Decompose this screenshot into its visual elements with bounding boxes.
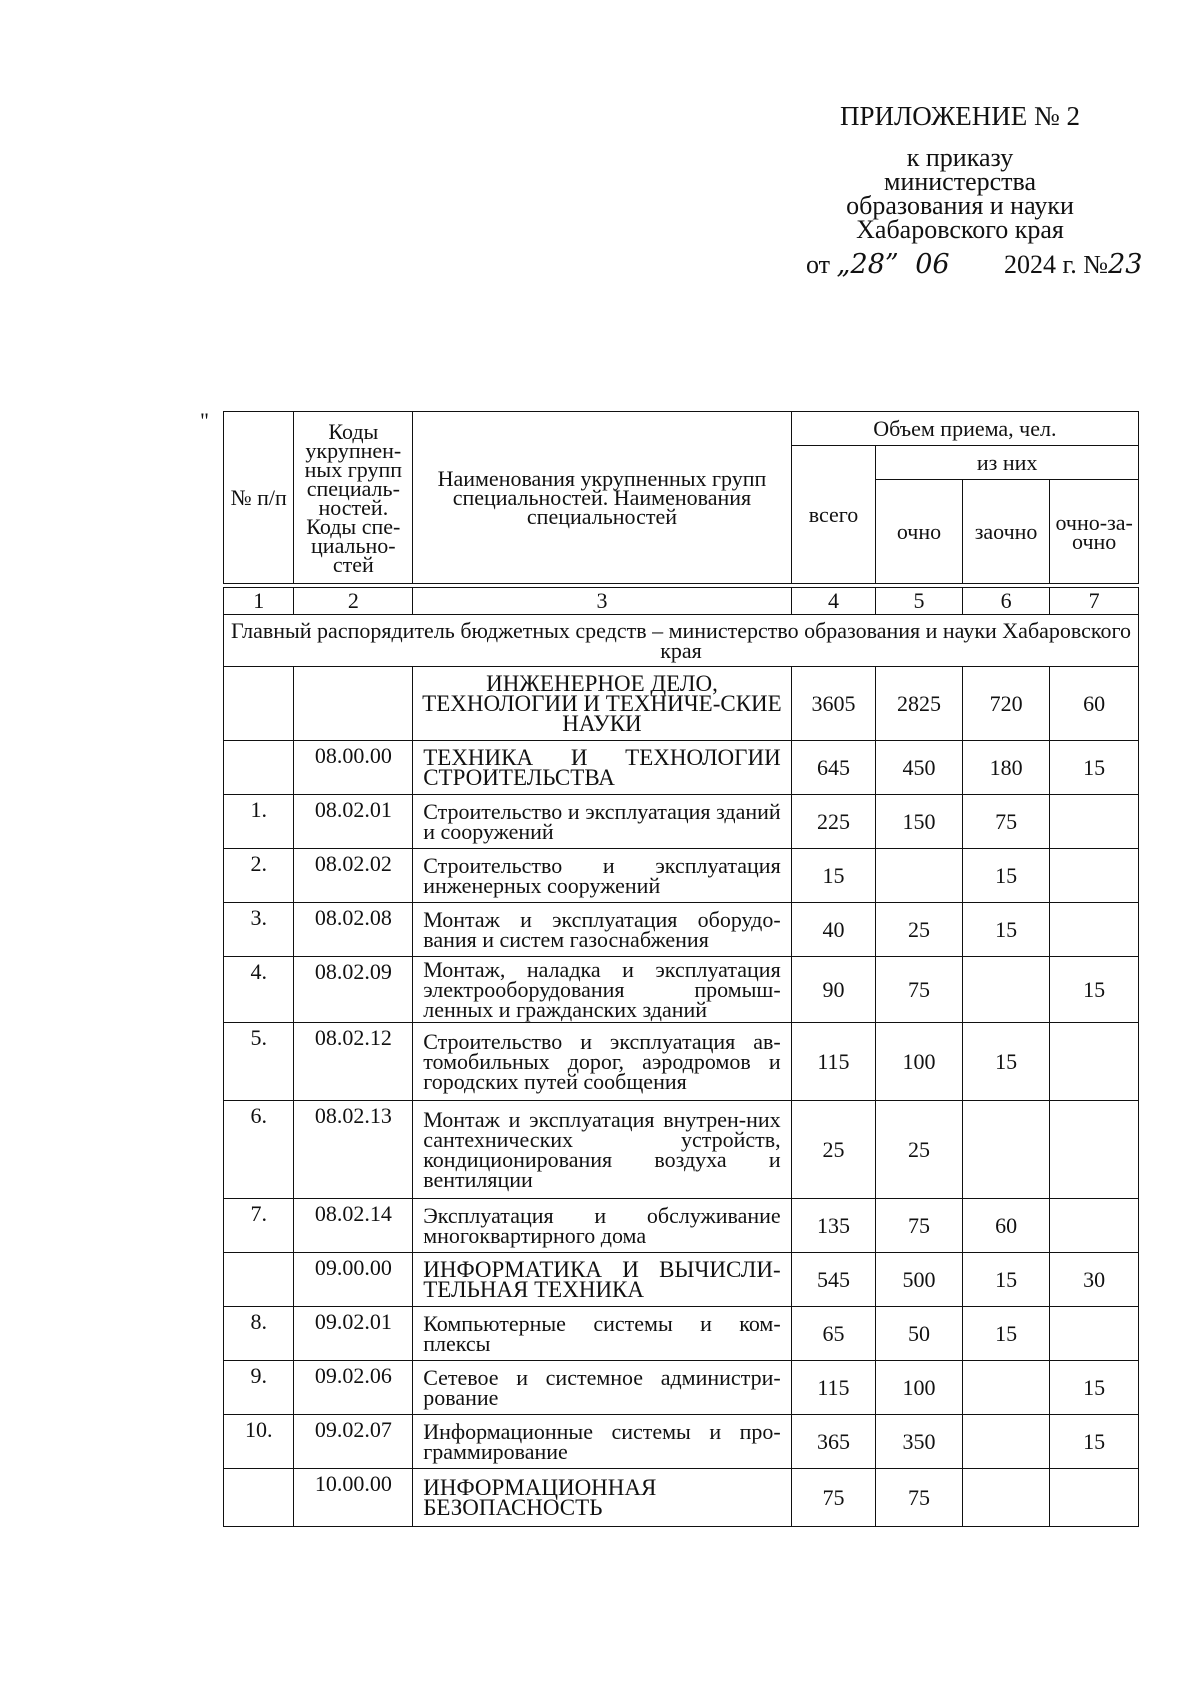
- section-title: Главный распорядитель бюджетных средств – министерство образования и науки Хабаровского края: [224, 615, 1139, 667]
- row-code: 08.02.01: [294, 795, 413, 849]
- header-volume: Объем приема, чел.: [791, 412, 1138, 446]
- row-name: Информационные системы и про-граммирование: [413, 1415, 791, 1469]
- row-fulltime: 25: [876, 1101, 963, 1199]
- row-mixed: 15: [1050, 1361, 1139, 1415]
- row-mixed: [1050, 795, 1139, 849]
- row-mixed: [1050, 1101, 1139, 1199]
- row-total: 115: [791, 1023, 876, 1101]
- header-mixed: очно-за-очно: [1050, 480, 1139, 584]
- col-number: 3: [413, 588, 791, 615]
- row-extramural: 720: [962, 667, 1050, 741]
- row-number: [224, 1469, 294, 1527]
- row-name: ИНФОРМАЦИОННАЯ БЕЗОПАСНОСТЬ: [413, 1469, 791, 1527]
- row-total: 90: [791, 957, 876, 1023]
- header-of-them: из них: [876, 446, 1139, 480]
- table-row: [224, 1361, 1139, 1415]
- header-line-3: образования и науки: [846, 191, 1074, 220]
- row-mixed: [1050, 1199, 1139, 1253]
- header-num: № п/п: [224, 412, 294, 584]
- table-row: [224, 1253, 1139, 1307]
- row-name: ТЕХНИКА И ТЕХНОЛОГИИ СТРОИТЕЛЬСТВА: [413, 741, 791, 795]
- header-fulltime: очно: [876, 480, 963, 584]
- row-fulltime: 25: [876, 903, 963, 957]
- order-date-line: [806, 250, 1166, 280]
- row-extramural: 15: [962, 1253, 1050, 1307]
- row-mixed: 30: [1050, 1253, 1139, 1307]
- row-total: 40: [791, 903, 876, 957]
- row-fulltime: 500: [876, 1253, 963, 1307]
- row-fulltime: [876, 849, 963, 903]
- row-fulltime: 350: [876, 1415, 963, 1469]
- row-name: Строительство и эксплуатация ав-томобильных дорог, аэродромов и городских путей сообщения: [413, 1023, 791, 1101]
- row-number: 10.: [224, 1415, 294, 1469]
- row-code: 08.02.14: [294, 1199, 413, 1253]
- row-extramural: [962, 1101, 1050, 1199]
- row-fulltime: 75: [876, 1199, 963, 1253]
- row-number: 7.: [224, 1199, 294, 1253]
- row-name: ИНЖЕНЕРНОЕ ДЕЛО, ТЕХНОЛОГИИ И ТЕХНИЧЕ-СКИЕ НАУКИ: [413, 667, 791, 741]
- row-name: Монтаж и эксплуатация внутрен-них сантехнических устройств, кондиционирования воздуха и вентиляции: [413, 1101, 791, 1199]
- row-mixed: [1050, 1469, 1139, 1527]
- row-extramural: 15: [962, 1023, 1050, 1101]
- row-code: 10.00.00: [294, 1469, 413, 1527]
- row-number: 4.: [224, 957, 294, 1023]
- row-fulltime: 75: [876, 957, 963, 1023]
- row-number: 3.: [224, 903, 294, 957]
- row-mixed: [1050, 903, 1139, 957]
- row-code: 09.02.01: [294, 1307, 413, 1361]
- row-fulltime: 100: [876, 1023, 963, 1101]
- row-extramural: [962, 1361, 1050, 1415]
- row-total: 25: [791, 1101, 876, 1199]
- row-mixed: 15: [1050, 957, 1139, 1023]
- col-number: 6: [962, 588, 1050, 615]
- row-extramural: [962, 1469, 1050, 1527]
- header-line-1: к приказу: [906, 143, 1014, 172]
- row-total: 545: [791, 1253, 876, 1307]
- row-name: Строительство и эксплуатация инженерных сооружений: [413, 849, 791, 903]
- header-total: всего: [791, 446, 876, 584]
- row-code: 08.02.12: [294, 1023, 413, 1101]
- row-total: 65: [791, 1307, 876, 1361]
- order-number-handwritten: 23: [1108, 249, 1143, 280]
- col-number: 1: [224, 588, 294, 615]
- header-line-4: Хабаровского края: [856, 215, 1064, 244]
- row-name: ИНФОРМАТИКА И ВЫЧИСЛИ-ТЕЛЬНАЯ ТЕХНИКА: [413, 1253, 791, 1307]
- row-mixed: 15: [1050, 741, 1139, 795]
- table-row: [224, 1023, 1139, 1101]
- col-number: 4: [791, 588, 876, 615]
- table-body: [224, 584, 1139, 1527]
- header-names: Наименования укрупненных групп специальностей. Наименования специальностей: [413, 412, 791, 584]
- table-row: [224, 1469, 1139, 1527]
- opening-quote: ": [200, 408, 209, 433]
- row-fulltime: 150: [876, 795, 963, 849]
- row-fulltime: 100: [876, 1361, 963, 1415]
- row-number: 6.: [224, 1101, 294, 1199]
- row-fulltime: 2825: [876, 667, 963, 741]
- row-name: Сетевое и системное администри-рование: [413, 1361, 791, 1415]
- row-fulltime: 75: [876, 1469, 963, 1527]
- row-name: Строительство и эксплуатация зданий и сооружений: [413, 795, 791, 849]
- col-number: 7: [1050, 588, 1139, 615]
- row-mixed: 15: [1050, 1415, 1139, 1469]
- row-number: 9.: [224, 1361, 294, 1415]
- row-total: 75: [791, 1469, 876, 1527]
- row-mixed: [1050, 1307, 1139, 1361]
- column-number-row: [224, 588, 1139, 615]
- table-row: [224, 741, 1139, 795]
- row-extramural: 60: [962, 1199, 1050, 1253]
- row-number: [224, 741, 294, 795]
- row-mixed: 60: [1050, 667, 1139, 741]
- row-code: 08.02.08: [294, 903, 413, 957]
- row-mixed: [1050, 1023, 1139, 1101]
- row-number: 8.: [224, 1307, 294, 1361]
- table-row: [224, 1307, 1139, 1361]
- table-row: [224, 1415, 1139, 1469]
- header-extramural: заочно: [962, 480, 1050, 584]
- row-number: 1.: [224, 795, 294, 849]
- row-extramural: 75: [962, 795, 1050, 849]
- row-name: Эксплуатация и обслуживание многоквартирного дома: [413, 1199, 791, 1253]
- row-extramural: 15: [962, 903, 1050, 957]
- table-row: [224, 849, 1139, 903]
- col-number: 2: [294, 588, 413, 615]
- row-fulltime: 50: [876, 1307, 963, 1361]
- table-row: [224, 667, 1139, 741]
- order-day-handwritten: „28”: [836, 249, 899, 280]
- table-row: [224, 957, 1139, 1023]
- row-total: 135: [791, 1199, 876, 1253]
- header-codes: Коды укрупнен-ных групп специаль-ностей. Коды спе-циально-стей: [294, 412, 413, 584]
- row-extramural: 180: [962, 741, 1050, 795]
- admission-table: [223, 411, 1139, 1527]
- row-number: [224, 1253, 294, 1307]
- row-code: 09.02.06: [294, 1361, 413, 1415]
- table-row: [224, 795, 1139, 849]
- row-name: Компьютерные системы и ком-плексы: [413, 1307, 791, 1361]
- row-code: 08.02.02: [294, 849, 413, 903]
- row-number: 5.: [224, 1023, 294, 1101]
- row-number: 2.: [224, 849, 294, 903]
- row-mixed: [1050, 849, 1139, 903]
- row-code: [294, 667, 413, 741]
- row-number: [224, 667, 294, 741]
- table-row: [224, 903, 1139, 957]
- row-extramural: 15: [962, 1307, 1050, 1361]
- table-row: [224, 1199, 1139, 1253]
- row-extramural: [962, 957, 1050, 1023]
- order-prefix: от: [806, 250, 831, 279]
- header-line-2: министерства: [883, 167, 1036, 196]
- document-header: [780, 100, 1140, 242]
- row-total: 645: [791, 741, 876, 795]
- order-year: 2024 г. №: [1004, 250, 1109, 279]
- row-name: Монтаж, наладка и эксплуатация электрооборудования промыш-ленных и гражданских зданий: [413, 957, 791, 1023]
- row-total: 3605: [791, 667, 876, 741]
- appendix-title: ПРИЛОЖЕНИЕ № 2: [839, 101, 1081, 131]
- row-extramural: 15: [962, 849, 1050, 903]
- row-total: 225: [791, 795, 876, 849]
- col-number: 5: [876, 588, 963, 615]
- row-code: 09.00.00: [294, 1253, 413, 1307]
- order-month-handwritten: 06: [915, 249, 950, 280]
- row-code: 09.02.07: [294, 1415, 413, 1469]
- row-name: Монтаж и эксплуатация оборудо-вания и систем газоснабжения: [413, 903, 791, 957]
- section-title-row: [224, 615, 1139, 667]
- table-row: [224, 1101, 1139, 1199]
- row-extramural: [962, 1415, 1050, 1469]
- row-code: 08.02.09: [294, 957, 413, 1023]
- row-total: 365: [791, 1415, 876, 1469]
- row-total: 15: [791, 849, 876, 903]
- row-total: 115: [791, 1361, 876, 1415]
- row-fulltime: 450: [876, 741, 963, 795]
- row-code: 08.00.00: [294, 741, 413, 795]
- row-code: 08.02.13: [294, 1101, 413, 1199]
